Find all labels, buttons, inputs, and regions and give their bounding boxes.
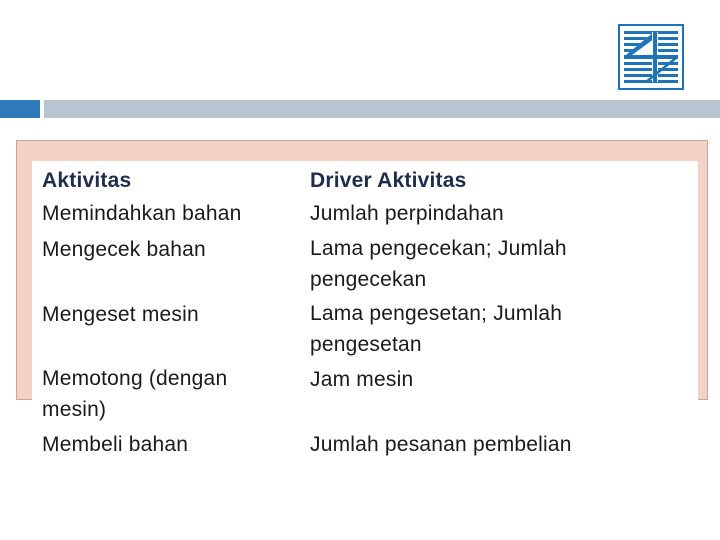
table-row <box>42 298 682 360</box>
driver-cell: Jam mesin <box>310 368 414 391</box>
table-header-row <box>42 164 682 197</box>
activity-driver-table <box>42 164 682 461</box>
accent-bar-blue <box>0 100 40 118</box>
table-row <box>42 363 682 425</box>
header-activity: Aktivitas <box>42 169 132 192</box>
table-row <box>42 197 682 230</box>
driver-cell: Jumlah perpindahan <box>310 202 504 225</box>
activity-cell: Membeli bahan <box>42 433 189 456</box>
activity-cell: Memotong (dengan mesin) <box>42 367 228 421</box>
activity-cell: Memindahkan bahan <box>42 202 242 225</box>
driver-cell: Jumlah pesanan pembelian <box>310 433 572 456</box>
table-row <box>42 428 682 461</box>
activity-cell: Mengeset mesin <box>42 303 199 326</box>
header-driver: Driver Aktivitas <box>310 169 467 192</box>
table-row <box>42 233 682 295</box>
accent-bar-gray <box>44 100 720 118</box>
company-logo-icon <box>618 24 684 90</box>
driver-cell: Lama pengesetan; Jumlah pengesetan <box>310 302 563 356</box>
driver-cell: Lama pengecekan; Jumlah pengecekan <box>310 237 567 291</box>
activity-cell: Mengecek bahan <box>42 238 206 261</box>
